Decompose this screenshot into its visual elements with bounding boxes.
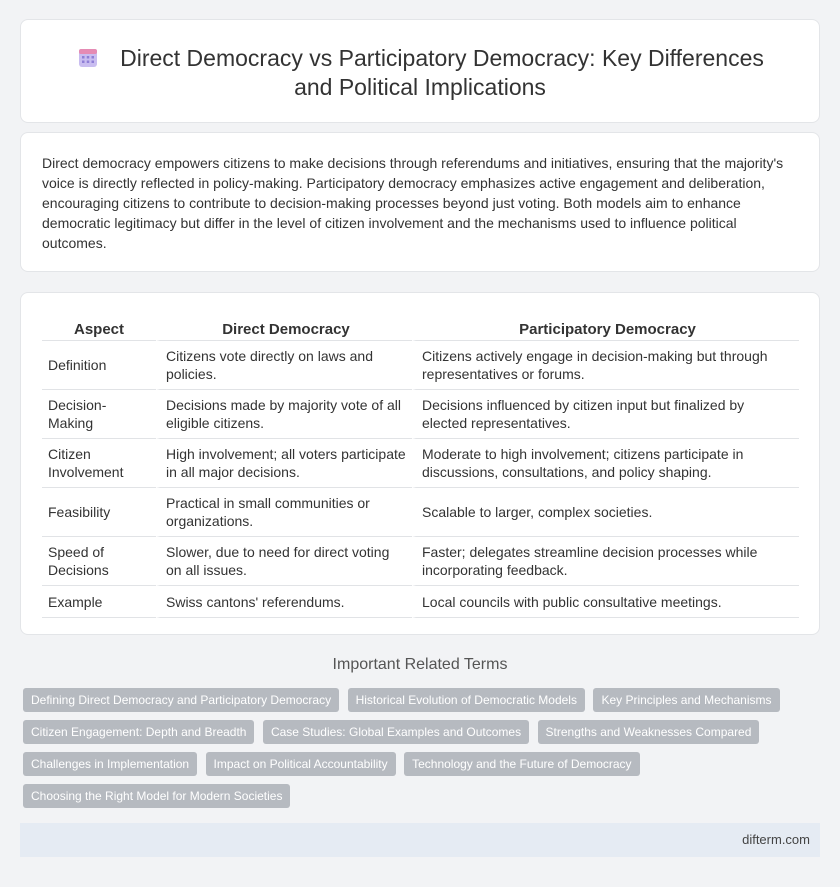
table-cell: Decision-Making — [42, 390, 156, 439]
related-term-tag[interactable]: Case Studies: Global Examples and Outcomes — [263, 720, 529, 744]
intro-paragraph: Direct democracy empowers citizens to make decisions through referendums and initiatives, ensuring that the majority's voice is directly reflected in policy-making. Participatory democracy emphasizes active engagement and deliberation, encouraging citizens to contribute to decision-making processes beyond just voting. Both models aim to enhance democratic legitimacy but differ in the level of citizen involvement and the mechanisms used to influence political outcomes. — [42, 155, 784, 251]
table-row — [42, 537, 799, 586]
related-terms-heading: Important Related Terms — [332, 656, 508, 673]
calendar-grid-icon — [76, 46, 100, 70]
table-cell: Feasibility — [42, 488, 156, 537]
table-cell: Citizen Involvement — [42, 439, 156, 488]
related-term-tag[interactable]: Technology and the Future of Democracy — [404, 752, 639, 776]
table-row — [42, 390, 799, 439]
header-card — [20, 19, 820, 123]
footer-site-link[interactable]: difterm.com — [742, 832, 810, 847]
page-title: Direct Democracy vs Participatory Democracy: Key Differences and Political Implications — [120, 45, 764, 100]
table-row — [42, 439, 799, 488]
table-header-row — [42, 313, 799, 341]
table-row — [42, 341, 799, 390]
footer-bar — [20, 823, 820, 857]
table-cell: Speed of Decisions — [42, 537, 156, 586]
table-cell: Faster; delegates streamline decision processes while incorporating feedback. — [412, 537, 799, 586]
related-term-tag[interactable]: Key Principles and Mechanisms — [593, 688, 779, 712]
intro-card — [20, 132, 820, 272]
table-cell: Swiss cantons' referendums. — [156, 586, 412, 618]
table-row — [42, 586, 799, 618]
related-term-tag[interactable]: Challenges in Implementation — [23, 752, 197, 776]
header-direct-democracy: Direct Democracy — [156, 313, 412, 341]
related-term-tag[interactable]: Strengths and Weaknesses Compared — [538, 720, 760, 744]
table-cell: Decisions made by majority vote of all eligible citizens. — [156, 390, 412, 439]
related-term-tag[interactable]: Impact on Political Accountability — [206, 752, 396, 776]
related-terms-tags — [23, 688, 813, 816]
header-aspect: Aspect — [42, 313, 156, 341]
table-cell: Slower, due to need for direct voting on all issues. — [156, 537, 412, 586]
table-cell: Citizens vote directly on laws and policies. — [156, 341, 412, 390]
table-cell: Moderate to high involvement; citizens participate in discussions, consultations, and policy shaping. — [412, 439, 799, 488]
related-term-tag[interactable]: Historical Evolution of Democratic Models — [348, 688, 585, 712]
table-cell: Definition — [42, 341, 156, 390]
related-term-tag[interactable]: Defining Direct Democracy and Participatory Democracy — [23, 688, 339, 712]
comparison-table-card — [20, 292, 820, 635]
header-participatory-democracy: Participatory Democracy — [412, 313, 799, 341]
table-row — [42, 488, 799, 537]
related-term-tag[interactable]: Citizen Engagement: Depth and Breadth — [23, 720, 254, 744]
table-cell: Practical in small communities or organizations. — [156, 488, 412, 537]
table-cell: Local councils with public consultative meetings. — [412, 586, 799, 618]
related-term-tag[interactable]: Choosing the Right Model for Modern Societies — [23, 784, 290, 808]
table-cell: Decisions influenced by citizen input but finalized by elected representatives. — [412, 390, 799, 439]
table-cell: Scalable to larger, complex societies. — [412, 488, 799, 537]
table-cell: High involvement; all voters participate in all major decisions. — [156, 439, 412, 488]
page-title-wrap — [21, 44, 819, 102]
table-cell: Example — [42, 586, 156, 618]
comparison-table — [42, 313, 799, 618]
table-cell: Citizens actively engage in decision-making but through representatives or forums. — [412, 341, 799, 390]
